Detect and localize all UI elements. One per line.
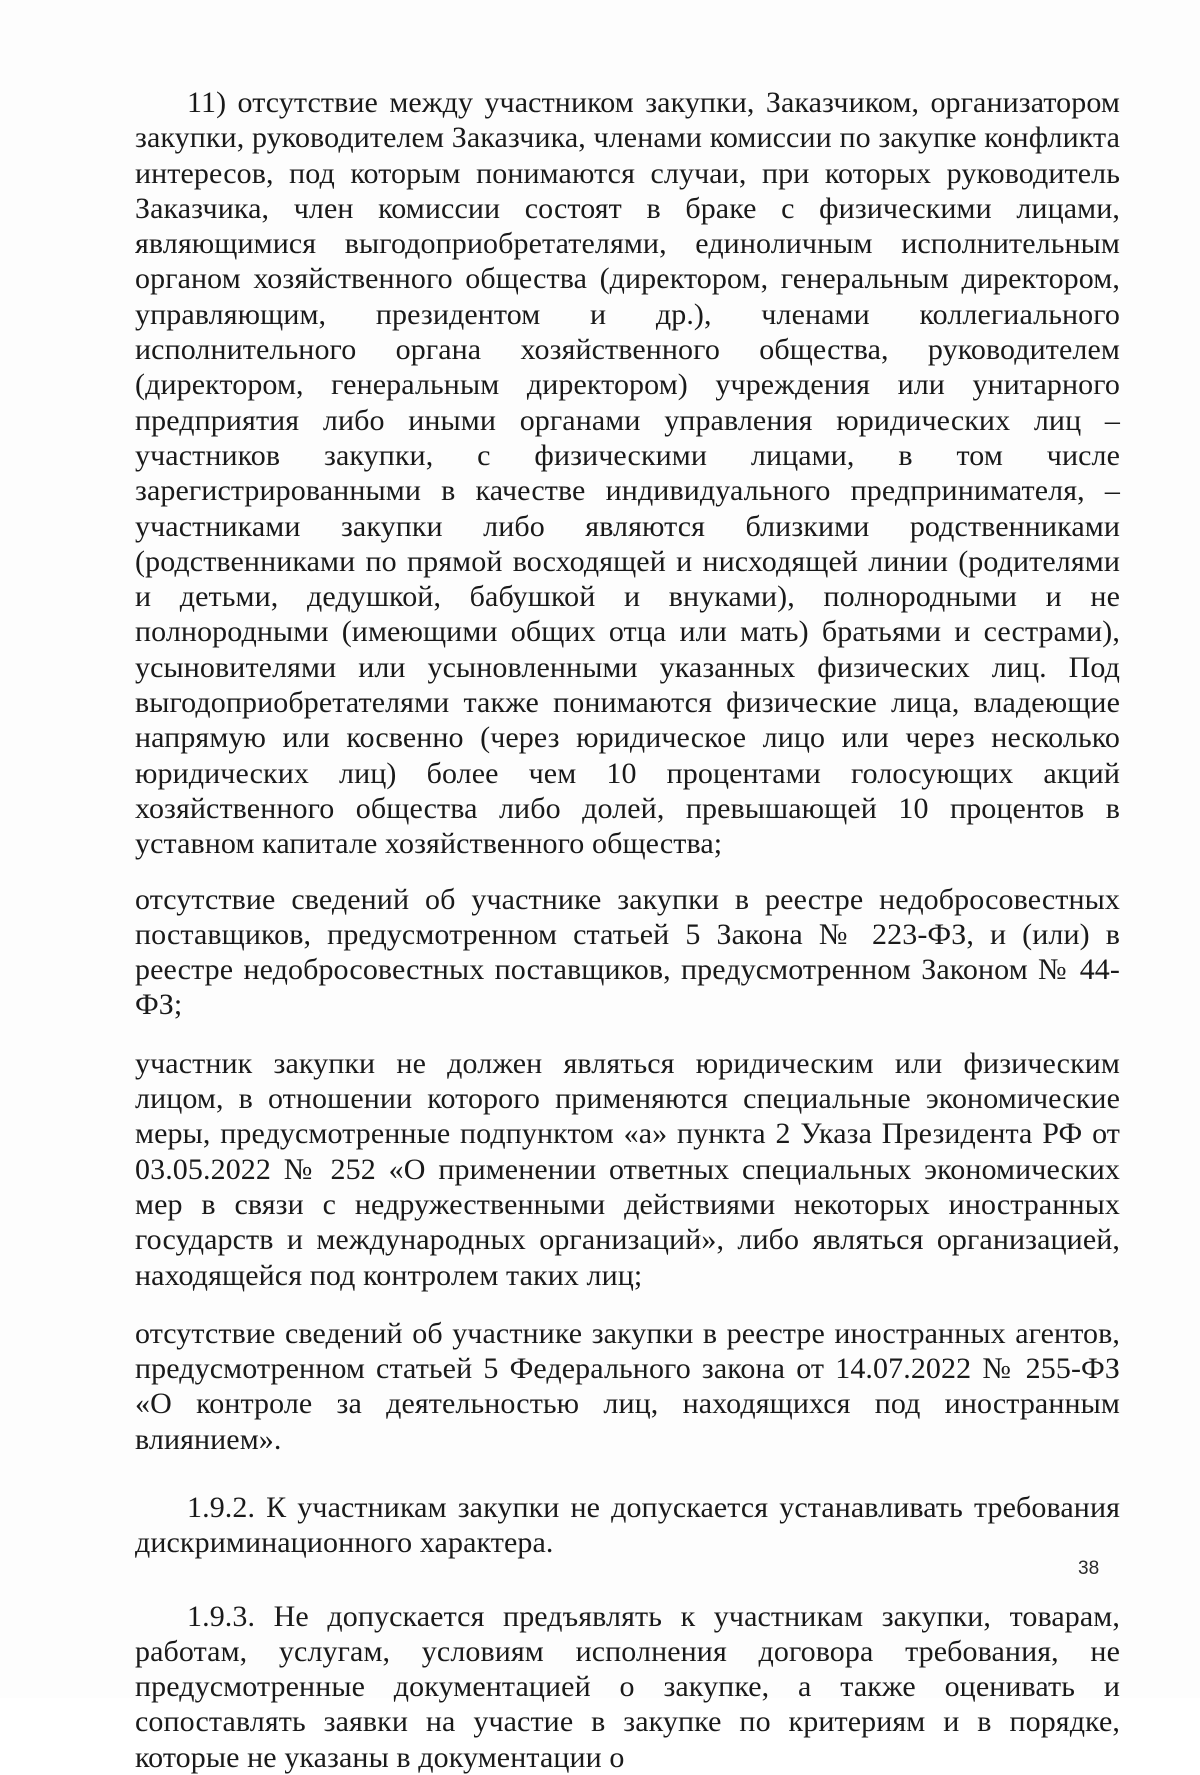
paragraph-special-economic-measures: участник закупки не должен являться юридическим или физическим лицом, в отношении которого применяются специальные экономические меры, предусмотренные подпунктом «а» пункта 2 Указа Президента РФ от 03.05.2022 № 252 «О применении ответных специальных экономических мер в связи с недружественными действиями некоторых иностранных государств и международных организаций», либо являться организацией, находящейся под контролем таких лиц; bbox=[135, 1046, 1120, 1292]
paragraph-conflict-of-interest: 11) отсутствие между участником закупки, Заказчиком, организатором закупки, руководителем Заказчика, членами комиссии по закупке конфликта интересов, под которым понимаются случаи, при которых руководитель Заказчика, член комиссии состоят в браке с физическими лицами, являющимися выгодоприобретателями, единоличным исполнительным органом хозяйственного общества (директором, генеральным директором, управляющим, президентом и др.), членами коллегиального исполнительного органа хозяйственного общества, руководителем (директором, генеральным директором) учреждения или унитарного предприятия либо иными органами управления юридических лиц – участников закупки, с физическими лицами, в том числе зарегистрированными в качестве индивидуального предпринимателя, – участниками закупки либо являются близкими родственниками (родственниками по прямой восходящей и нисходящей линии (родителями и детьми, дедушкой, бабушкой и внуками), полнородными и не полнородными (имеющими общих отца или мать) братьями и сестрами), усыновителями или усыновленными указанных физических лиц. Под выгодоприобретателями также понимаются физические лица, владеющие напрямую или косвенно (через юридическое лицо или через несколько юридических лиц) более чем 10 процентами голосующих акций хозяйственного общества либо долей, превышающей 10 процентов в уставном капитале хозяйственного общества; bbox=[135, 86, 1120, 861]
paragraph-foreign-agents: отсутствие сведений об участнике закупки в реестре иностранных агентов, предусмотренном статьей 5 Федерального закона от 14.07.2022 № 255-ФЗ «О контроле за деятельностью лиц, находящихся под иностранным влиянием». bbox=[135, 1316, 1120, 1456]
paragraph-1-9-3: 1.9.3. Не допускается предъявлять к участникам закупки, товарам, работам, услугам, условиям исполнения договора требования, не предусмотренные документацией о закупке, а также оценивать и сопоставлять заявки на участие в закупке по критериям и в порядке, которые не указаны в документации о bbox=[135, 1599, 1120, 1774]
paragraph-1-9-2: 1.9.2. К участникам закупки не допускается устанавливать требования дискриминационного характера. bbox=[135, 1490, 1120, 1560]
page-number: 38 bbox=[1078, 1558, 1100, 1579]
document-body bbox=[135, 85, 1120, 1775]
paragraph-unscrupulous-suppliers: отсутствие сведений об участнике закупки в реестре недобросовестных поставщиков, предусмотренном статьей 5 Закона № 223-ФЗ, и (или) в реестре недобросовестных поставщиков, предусмотренном Законом № 44-ФЗ; bbox=[135, 882, 1120, 1022]
